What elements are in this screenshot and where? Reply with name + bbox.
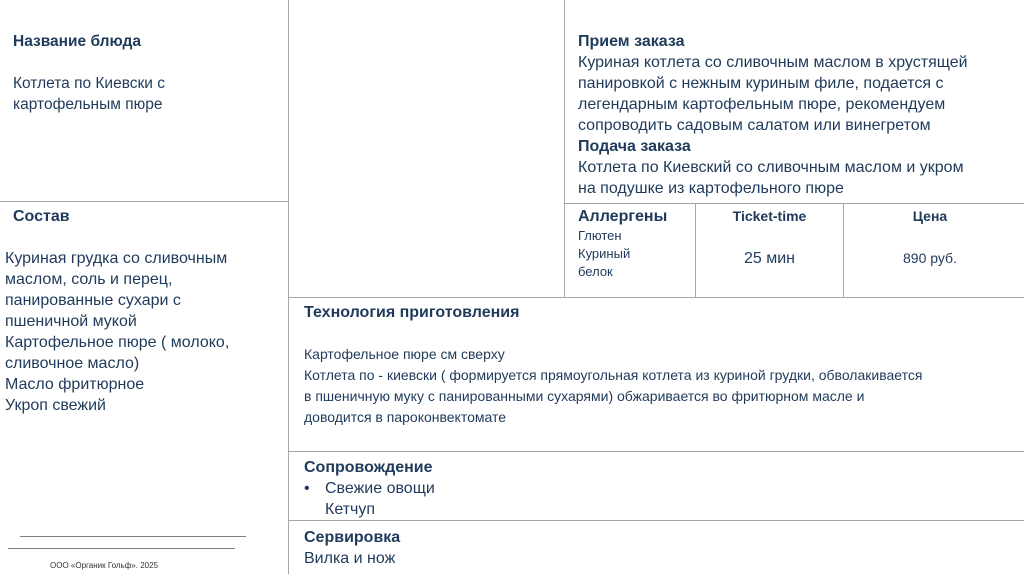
order-serving-heading: Подача заказа [578,138,691,155]
grid-line-left-vertical [288,0,289,574]
technology-line: Котлета по - киевски ( формируется прямоугольная котлета из куриной грудки, обволакивается [304,367,923,383]
order-serving-line: Котлета по Киевский со сливочным маслом и укром [578,159,964,176]
composition-block [5,206,285,416]
dish-block [13,31,283,115]
price-value: 890 руб. [903,250,957,266]
grid-line-technology-bottom [288,451,1024,452]
accompaniment-block [304,457,704,520]
accompaniment-list [304,478,704,520]
technology-line: Картофельное пюре см сверху [304,346,505,362]
order-block [578,31,1018,199]
allergen-item: белок [578,264,613,279]
technology-block [304,302,1020,428]
footer-copyright: ООО «Органик Гольф». 2025 [50,561,158,570]
composition-line: сливочное масло) [5,355,140,372]
accompaniment-heading: Сопровождение [304,459,433,476]
composition-line: Укроп свежий [5,397,106,414]
grid-line-right-top-horizontal [564,203,1024,204]
allergens-block [578,206,693,281]
ticket-time-value: 25 мин [743,250,795,267]
allergens-heading: Аллергены [578,208,668,225]
ticket-time-heading: Ticket-time [732,208,807,224]
order-intake-line: сопроводить садовым салатом или винегретом [578,117,931,134]
grid-line-serving-top [288,520,1024,521]
serving-ware-value: Вилка и нож [304,550,396,567]
price-heading: Цена [912,208,948,224]
composition-line: пшеничной мукой [5,313,137,330]
price-block [844,206,1024,269]
allergen-item: Глютен [578,228,622,243]
dish-name-line: картофельным пюре [13,96,163,113]
composition-heading: Состав [13,208,70,225]
accompaniment-item: • Свежие овощи [304,478,704,499]
dish-name-line: Котлета по Киевски с [13,75,166,92]
composition-line: маслом, соль и перец, [5,271,173,288]
ticket-time-block [696,206,843,269]
composition-line: Картофельное пюре ( молоко, [5,334,230,351]
serving-ware-block [304,527,704,569]
order-intake-line: легендарным картофельным пюре, рекомендуем [578,96,946,113]
order-intake-heading: Прием заказа [578,33,685,50]
technology-line: в пшеничную муку с панированными сухарями) обжаривается во фритюрном масле и [304,388,865,404]
allergen-item: Куриный [578,246,631,261]
serving-ware-heading: Сервировка [304,529,401,546]
order-serving-line: на подушке из картофельного пюре [578,180,844,197]
grid-line-left-horizontal [0,201,289,202]
technology-heading: Технология приготовления [304,304,520,321]
footer-rule-bottom [8,548,235,549]
technology-line: доводится в пароконвектомате [304,409,507,425]
grid-line-technology-top [288,297,1024,298]
accompaniment-item: Кетчуп [325,501,376,518]
composition-line: Куриная грудка со сливочным [5,250,228,267]
composition-line: Масло фритюрное [5,376,145,393]
footer-rule-top [20,536,246,537]
composition-line: панированные сухари с [5,292,181,309]
dish-heading: Название блюда [13,33,141,50]
order-intake-line: панировкой с нежным куриным филе, подается с [578,75,944,92]
grid-line-center-vertical [564,0,565,298]
order-intake-line: Куриная котлета со сливочным маслом в хрустящей [578,54,968,71]
